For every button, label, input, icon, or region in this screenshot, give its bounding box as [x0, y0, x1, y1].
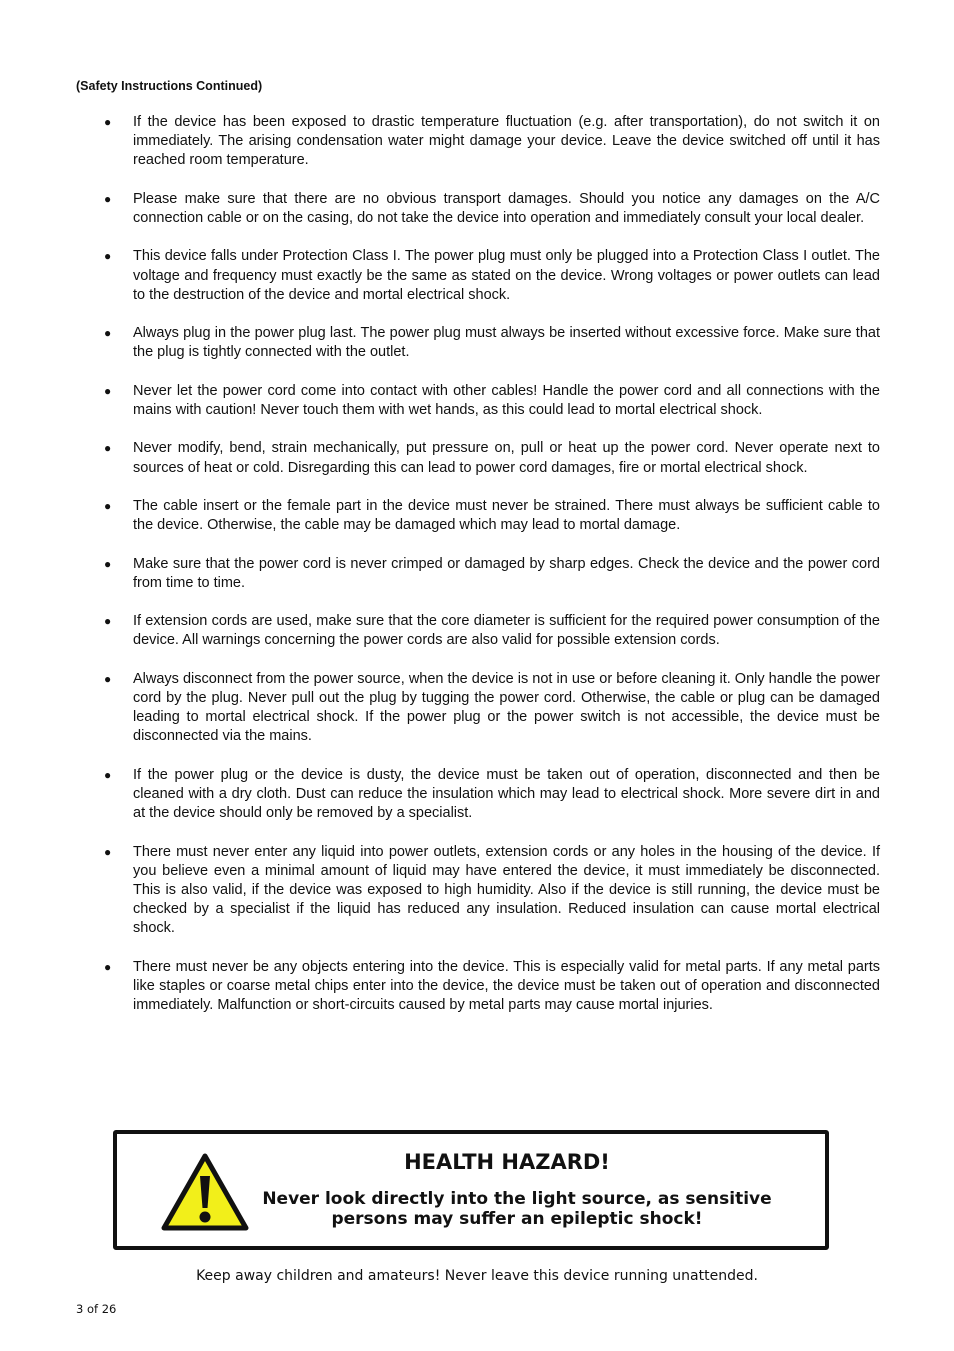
bullet-icon: ●	[104, 441, 112, 456]
list-item-text: The cable insert or the female part in the device must never be strained. There must always be sufficient cable to the device. Otherwise, the cable may be damaged which may lead to mortal damage.	[133, 497, 880, 534]
list-item	[104, 612, 880, 650]
list-item-text: Never modify, bend, strain mechanically, put pressure on, pull or heat up the power cord. Never operate next to sources of heat or cold. Disregarding this can lead to power cord damages, fire or mortal electrical shock.	[133, 440, 880, 476]
warning-triangle-icon	[161, 1152, 249, 1232]
list-item-text: There must never enter any liquid into power outlets, extension cords or any holes in the housing of the device. If you believe even a minimal amount of liquid may have entered the device, it must immediately be disconnected. This is also valid, if the device was exposed to high humidity. Also if the device is still running, the device must be checked by a specialist if the liquid has reduced any insulation. Reduced insulation can cause mortal electrical shock.	[133, 843, 880, 937]
warning-text-line: Never look directly into the light source, as sensitive	[262, 1189, 772, 1209]
list-item	[104, 247, 880, 305]
list-item	[104, 190, 880, 228]
list-item	[104, 958, 880, 1016]
list-item	[104, 555, 880, 593]
list-item	[104, 497, 880, 535]
bullet-icon: ●	[104, 614, 112, 629]
safety-bullet-list	[104, 113, 880, 1035]
list-item	[104, 439, 880, 477]
list-item-text: Make sure that the power cord is never crimped or damaged by sharp edges. Check the device and the power cord from time to time.	[133, 555, 880, 591]
warning-title: HEALTH HAZARD!	[404, 1150, 610, 1174]
bullet-icon: ●	[104, 767, 112, 782]
list-item-text: If extension cords are used, make sure that the core diameter is sufficient for the required power consumption of the device. All warnings concerning the power cords are also valid for possible extension cords.	[133, 613, 880, 649]
list-item-text: Always plug in the power plug last. The power plug must always be inserted without excessive force. Make sure that the plug is tightly connected with the outlet.	[133, 325, 880, 361]
bullet-icon: ●	[104, 115, 112, 129]
list-item-text: This device falls under Protection Class I. The power plug must only be plugged into a Protection Class I outlet. The voltage and frequency must exactly be the same as stated on the device. Wrong voltages or power outlets can lead to the destruction of the device and mortal electrical shock.	[133, 248, 880, 303]
list-item	[104, 670, 880, 747]
bullet-icon: ●	[104, 959, 112, 974]
list-item-text: If the power plug or the device is dusty, the device must be taken out of operation, disconnected and then be cleaned with a dry cloth. Dust can reduce the insulation which may lead to electrical shock. More severe dirt in and at the device should only be removed by a specialist.	[133, 766, 880, 822]
bullet-icon: ●	[104, 191, 112, 206]
list-item	[104, 324, 880, 362]
bullet-icon: ●	[104, 383, 112, 398]
footer-note: Keep away children and amateurs! Never leave this device running unattended.	[196, 1268, 758, 1284]
list-item-text: Always disconnect from the power source, when the device is not in use or before cleaning it. Only handle the power cord by the plug. Never pull out the plug by tugging the power cord. Otherwise, the cable or plug can be damaged leading to mortal electrical shock. If the power plug or the power switch is not accessible, the device must be disconnected via the mains.	[133, 670, 880, 745]
list-item-text: Please make sure that there are no obvious transport damages. Should you notice any damages on the A/C connection cable or on the casing, do not take the device into operation and immediately consult your local dealer.	[133, 190, 880, 226]
bullet-icon: ●	[104, 498, 112, 513]
warning-text-line: persons may suffer an epileptic shock!	[331, 1209, 703, 1229]
bullet-icon: ●	[104, 326, 112, 341]
list-item-text: If the device has been exposed to drastic temperature fluctuation (e.g. after transportation), do not switch it on immediately. The arising condensation water might damage your device. Leave the device switched off until it has reached room temperature.	[133, 114, 880, 169]
bullet-icon: ●	[104, 249, 112, 264]
section-title: (Safety Instructions Continued)	[76, 79, 263, 93]
list-item-text: Never let the power cord come into contact with other cables! Handle the power cord and all connections with the mains with caution! Never touch them with wet hands, as this could lead to mortal electrical shock.	[133, 382, 880, 418]
list-item	[104, 843, 880, 939]
bullet-icon: ●	[104, 671, 112, 686]
list-item	[104, 382, 880, 420]
page-number: 3 of 26	[76, 1302, 117, 1316]
list-item	[104, 766, 880, 824]
bullet-icon: ●	[104, 556, 112, 571]
list-item-text: There must never be any objects entering into the device. This is especially valid for metal parts. If any metal parts like staples or coarse metal chips enter into the device, the device must be taken out of operation and disconnected immediately. Malfunction or short-circuits caused by metal parts may cause mortal injuries.	[133, 958, 880, 1014]
warning-text	[257, 1189, 777, 1229]
health-hazard-warning-box	[113, 1130, 829, 1250]
bullet-icon: ●	[104, 844, 112, 859]
list-item	[104, 113, 880, 171]
